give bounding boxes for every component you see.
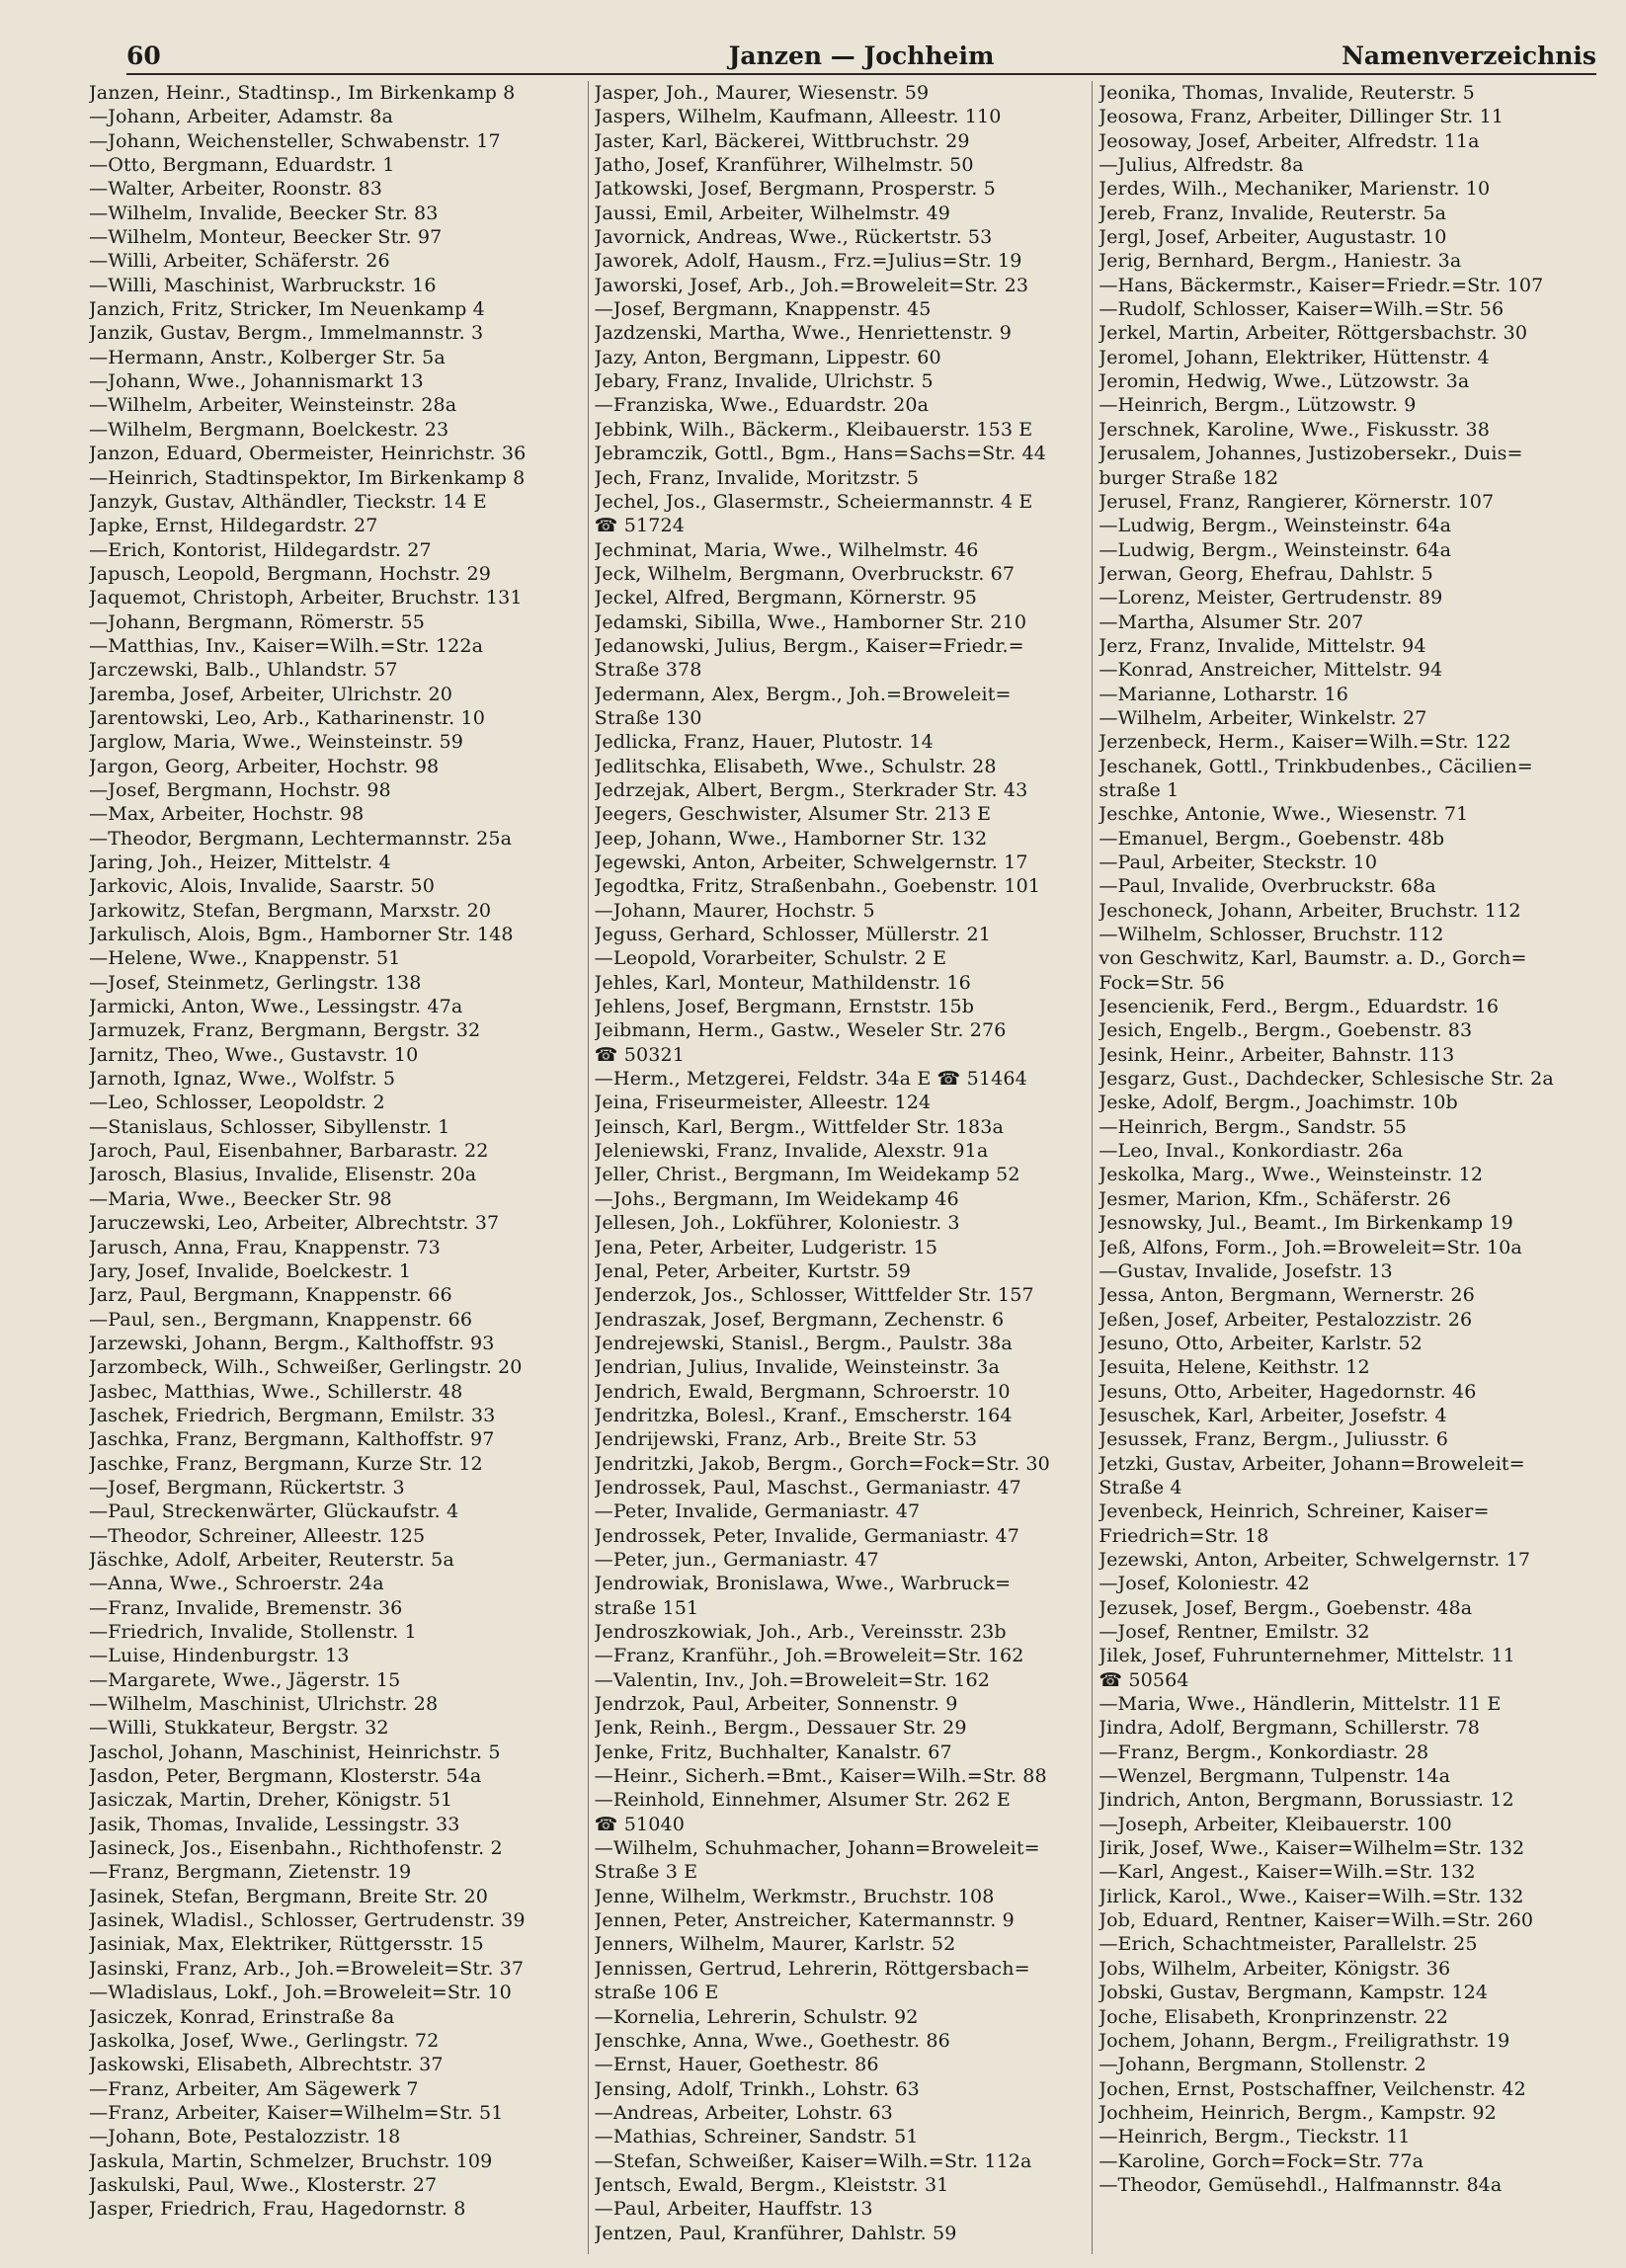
directory-entry: Jaster, Karl, Bäckerei, Wittbruchstr. 29 xyxy=(594,128,970,152)
directory-entry: Jirlick, Karol., Wwe., Kaiser=Wilh.=Str. 132 xyxy=(1098,1884,1524,1907)
directory-entry: Jasineck, Jos., Eisenbahn., Richthofenstr. 2 xyxy=(89,1836,503,1860)
directory-entry: Jatho, Josef, Kranführer, Wilhelmstr. 50 xyxy=(594,153,974,177)
directory-entry: Jaquemot, Christoph, Arbeiter, Bruchstr. 131 xyxy=(89,586,523,609)
directory-entry: Jendraszak, Josef, Bergmann, Zechenstr. 6 xyxy=(594,1307,1005,1331)
directory-entry: —Valentin, Inv., Joh.=Broweleit=Str. 162 xyxy=(594,1667,991,1691)
directory-entry: —Gustav, Invalide, Josefstr. 13 xyxy=(1098,1258,1393,1282)
directory-entry: Jedamski, Sibilla, Wwe., Hamborner Str. 210 xyxy=(594,609,1027,633)
directory-entry: Jerkel, Martin, Arbeiter, Röttgersbachstr. 30 xyxy=(1098,321,1528,345)
directory-entry: Jarmicki, Anton, Wwe., Lessingstr. 47a xyxy=(89,995,463,1018)
directory-entry: Jasiczak, Martin, Dreher, Königstr. 51 xyxy=(89,1788,453,1812)
directory-entry: Jeguss, Gerhard, Schlosser, Müllerstr. 21 xyxy=(594,923,991,946)
directory-entry: —Johann, Wwe., Johannismarkt 13 xyxy=(89,369,424,393)
directory-entry: Jenal, Peter, Arbeiter, Kurtstr. 59 xyxy=(594,1258,912,1282)
directory-entry: Jebbink, Wilh., Bäckerm., Kleibauerstr. 153 E xyxy=(594,417,1033,441)
directory-entry: —Leopold, Vorarbeiter, Schulstr. 2 E xyxy=(594,946,947,970)
directory-entry: —Willi, Arbeiter, Schäferstr. 26 xyxy=(89,249,390,273)
directory-entry: Jerschnek, Karoline, Wwe., Fiskusstr. 38 xyxy=(1098,417,1490,441)
directory-entry: Jasper, Friedrich, Frau, Hagedornstr. 8 xyxy=(89,2197,466,2221)
directory-entry: Jazdzenski, Martha, Wwe., Henriettenstr. 9 xyxy=(594,321,1012,345)
directory-entry: Jendrich, Ewald, Bergmann, Schroerstr. 10 xyxy=(594,1379,1011,1403)
directory-entry: —Karl, Angest., Kaiser=Wilh.=Str. 132 xyxy=(1098,1860,1476,1884)
directory-entry: —Marianne, Lotharstr. 16 xyxy=(1098,682,1348,705)
column-3 xyxy=(1092,81,1596,2254)
directory-entry: Jochem, Johann, Bergm., Freiligrathstr. 19 xyxy=(1098,2028,1510,2052)
directory-entry: —Anna, Wwe., Schroerstr. 24a xyxy=(89,1572,384,1595)
directory-entry: Jaschol, Johann, Maschinist, Heinrichstr. 5 xyxy=(89,1740,501,1763)
directory-entry: Jesnowsky, Jul., Beamt., Im Birkenkamp 19 xyxy=(1098,1211,1513,1235)
directory-entry: —Johann, Bergmann, Stollenstr. 2 xyxy=(1098,2053,1426,2076)
directory-entry: Jäschke, Adolf, Arbeiter, Reuterstr. 5a xyxy=(89,1547,454,1571)
directory-entry: Jeina, Friseurmeister, Alleestr. 124 xyxy=(594,1091,932,1114)
directory-entry: Jesencienik, Ferd., Bergm., Eduardstr. 16 xyxy=(1098,995,1500,1018)
directory-entry: —Lorenz, Meister, Gertrudenstr. 89 xyxy=(1098,586,1443,609)
directory-entry: Jarmuzek, Franz, Bergmann, Bergstr. 32 xyxy=(89,1018,481,1042)
directory-entry: Jaussi, Emil, Arbeiter, Wilhelmstr. 49 xyxy=(594,201,950,224)
directory-entry: Jeschoneck, Johann, Arbeiter, Bruchstr. 112 xyxy=(1098,898,1521,922)
directory-entry: Jennissen, Gertrud, Lehrerin, Röttgersbach= xyxy=(594,1956,1030,1980)
directory-entry: Jeinsch, Karl, Bergm., Wittfelder Str. 183a xyxy=(594,1114,1004,1138)
directory-entry: Jeller, Christ., Bergmann, Im Weidekamp 52 xyxy=(594,1163,1020,1186)
directory-entry: —Ernst, Hauer, Goethestr. 86 xyxy=(594,2053,879,2076)
directory-entry: Jeskolka, Marg., Wwe., Weinsteinstr. 12 xyxy=(1098,1163,1484,1186)
directory-entry: Jasinek, Wladisl., Schlosser, Gertrudenstr. 39 xyxy=(89,1908,526,1932)
directory-entry: Jary, Josef, Invalide, Boelckestr. 1 xyxy=(89,1258,412,1282)
directory-entry: —Rudolf, Schlosser, Kaiser=Wilh.=Str. 56 xyxy=(1098,297,1504,321)
directory-entry: —Johann, Bergmann, Römerstr. 55 xyxy=(89,609,425,633)
directory-entry: Straße 3 E xyxy=(594,1860,698,1884)
directory-entry: Japusch, Leopold, Bergmann, Hochstr. 29 xyxy=(89,561,492,585)
directory-entry: —Helene, Wwe., Knappenstr. 51 xyxy=(89,946,401,970)
directory-entry: —Franz, Arbeiter, Am Sägewerk 7 xyxy=(89,2076,419,2100)
directory-entry: von Geschwitz, Karl, Baumstr. a. D., Gorch= xyxy=(1098,946,1527,970)
page-header xyxy=(126,38,1596,75)
directory-entry: Jedlicka, Franz, Hauer, Plutostr. 14 xyxy=(594,730,934,754)
directory-entry: Jendrijewski, Franz, Arb., Breite Str. 53 xyxy=(594,1427,978,1451)
directory-entry: Jebramczik, Gottl., Bgm., Hans=Sachs=Str. 44 xyxy=(594,442,1046,465)
directory-entry: Japke, Ernst, Hildegardstr. 27 xyxy=(89,514,378,537)
directory-entry: —Wilhelm, Bergmann, Boelckestr. 23 xyxy=(89,417,449,441)
directory-entry: —Wilhelm, Arbeiter, Winkelstr. 27 xyxy=(1098,705,1427,729)
directory-entry: —Wilhelm, Schuhmacher, Johann=Broweleit= xyxy=(594,1836,1040,1860)
directory-entry: Janzon, Eduard, Obermeister, Heinrichstr. 36 xyxy=(89,442,527,465)
directory-entry: Jendrian, Julius, Invalide, Weinsteinstr. 3a xyxy=(594,1355,1000,1379)
directory-entry: Janzik, Gustav, Bergm., Immelmannstr. 3 xyxy=(89,321,484,345)
directory-entry: Jevenbeck, Heinrich, Schreiner, Kaiser= xyxy=(1098,1499,1490,1523)
directory-entry: —Franz, Kranführ., Joh.=Broweleit=Str. 162 xyxy=(594,1644,1024,1667)
directory-entry: —Paul, Streckenwärter, Glückaufstr. 4 xyxy=(89,1499,459,1523)
directory-entry: —Friedrich, Invalide, Stollenstr. 1 xyxy=(89,1620,417,1643)
directory-entry: Jerusalem, Johannes, Justizobersekr., Duis= xyxy=(1098,442,1523,465)
directory-entry: Jentzen, Paul, Kranführer, Dahlstr. 59 xyxy=(594,2221,957,2244)
directory-entry: Jarzewski, Johann, Bergm., Kalthoffstr. 93 xyxy=(89,1331,495,1354)
directory-entry: —Stefan, Schweißer, Kaiser=Wilh.=Str. 112a xyxy=(594,2148,1032,2172)
directory-entry: Jaroch, Paul, Eisenbahner, Barbarastr. 22 xyxy=(89,1139,489,1163)
directory-entry: —Ludwig, Bergm., Weinsteinstr. 64a xyxy=(1098,537,1452,561)
directory-entry: —Emanuel, Bergm., Goebenstr. 48b xyxy=(1098,826,1445,850)
directory-entry: Jaring, Joh., Heizer, Mittelstr. 4 xyxy=(89,850,391,873)
directory-entry: Jochheim, Heinrich, Bergm., Kampstr. 92 xyxy=(1098,2100,1497,2124)
directory-entry: Jenne, Wilhelm, Werkmstr., Bruchstr. 108 xyxy=(594,1884,995,1907)
directory-entry: Jendrowiak, Bronislawa, Wwe., Warbruck= xyxy=(594,1572,1012,1595)
directory-entry: Jerdes, Wilh., Mechaniker, Marienstr. 10 xyxy=(1098,177,1491,201)
directory-entry: Javornick, Andreas, Wwe., Rückertstr. 53 xyxy=(594,225,993,249)
directory-entry: Jena, Peter, Arbeiter, Ludgeristr. 15 xyxy=(594,1235,938,1258)
directory-entry: —Paul, Invalide, Overbruckstr. 68a xyxy=(1098,874,1436,898)
directory-entry: Jaruczewski, Leo, Arbeiter, Albrechtstr. 37 xyxy=(89,1211,500,1235)
directory-entry: Jasper, Joh., Maurer, Wiesenstr. 59 xyxy=(594,81,930,104)
directory-entry: Jechminat, Maria, Wwe., Wilhelmstr. 46 xyxy=(594,537,979,561)
directory-entry: Jensing, Adolf, Trinkh., Lohstr. 63 xyxy=(594,2076,920,2100)
directory-entry: —Max, Arbeiter, Hochstr. 98 xyxy=(89,802,365,826)
directory-entry: —Paul, sen., Bergmann, Knappenstr. 66 xyxy=(89,1307,473,1331)
directory-entry: Jendrzok, Paul, Arbeiter, Sonnenstr. 9 xyxy=(594,1692,958,1716)
directory-entry: Jerz, Franz, Invalide, Mittelstr. 94 xyxy=(1098,633,1426,657)
directory-entry: —Theodor, Gemüsehdl., Halfmannstr. 84a xyxy=(1098,2172,1503,2196)
directory-entry: —Theodor, Bergmann, Lechtermannstr. 25a xyxy=(89,826,513,850)
directory-entry: —Erich, Schachtmeister, Parallelstr. 25 xyxy=(1098,1932,1478,1956)
directory-entry: Jaspers, Wilhelm, Kaufmann, Alleestr. 110 xyxy=(594,105,1002,128)
directory-entry: —Andreas, Arbeiter, Lohstr. 63 xyxy=(594,2100,893,2124)
directory-entry: Jeep, Johann, Wwe., Hamborner Str. 132 xyxy=(594,826,988,850)
directory-entry: Janzen, Heinr., Stadtinsp., Im Birkenkamp 8 xyxy=(89,81,516,104)
directory-entry: Jasdon, Peter, Bergmann, Klosterstr. 54a xyxy=(89,1764,482,1788)
directory-entry: Jarnoth, Ignaz, Wwe., Wolfstr. 5 xyxy=(89,1067,396,1091)
directory-entry: —Maria, Wwe., Händlerin, Mittelstr. 11 E xyxy=(1098,1692,1502,1716)
directory-entry: Jetzki, Gustav, Arbeiter, Johann=Broweleit= xyxy=(1098,1451,1525,1475)
directory-entry: Joche, Elisabeth, Kronprinzenstr. 22 xyxy=(1098,2004,1448,2028)
directory-entry: —Kornelia, Lehrerin, Schulstr. 92 xyxy=(594,2004,919,2028)
directory-entry: Jaskolka, Josef, Wwe., Gerlingstr. 72 xyxy=(89,2028,440,2052)
directory-entry: Jirik, Josef, Wwe., Kaiser=Wilhelm=Str. 132 xyxy=(1098,1836,1525,1860)
directory-entry: Jasiczek, Konrad, Erinstraße 8a xyxy=(89,2004,395,2028)
directory-entry: Jeck, Wilhelm, Bergmann, Overbruckstr. 67 xyxy=(594,561,1016,585)
directory-entry: straße 106 E xyxy=(594,1981,719,2004)
directory-entry: Jendritzki, Jakob, Bergm., Gorch=Fock=Str. 30 xyxy=(594,1451,1050,1475)
directory-entry: Jendroszkowiak, Joh., Arb., Vereinsstr. 23b xyxy=(594,1620,1007,1643)
column-2 xyxy=(588,81,1093,2254)
directory-entry: —Herm., Metzgerei, Feldstr. 34a E ☎ 51464 xyxy=(594,1067,1027,1091)
directory-entry: —Peter, jun., Germaniastr. 47 xyxy=(594,1547,879,1571)
directory-entry: Jeosoway, Josef, Arbeiter, Alfredstr. 11a xyxy=(1098,128,1480,152)
directory-entry: ☎ 50321 xyxy=(594,1042,685,1066)
directory-entry: Jeschanek, Gottl., Trinkbudenbes., Cäcilien= xyxy=(1098,754,1533,777)
directory-entry: Jesgarz, Gust., Dachdecker, Schlesische Str. 2a xyxy=(1098,1067,1554,1091)
directory-entry: —Erich, Kontorist, Hildegardstr. 27 xyxy=(89,537,432,561)
directory-entry: Jasbec, Matthias, Wwe., Schillerstr. 48 xyxy=(89,1379,463,1403)
directory-entry: —Maria, Wwe., Beecker Str. 98 xyxy=(89,1186,392,1210)
directory-entry: Jasik, Thomas, Invalide, Lessingstr. 33 xyxy=(89,1812,460,1835)
directory-entry: —Franz, Invalide, Bremenstr. 36 xyxy=(89,1595,403,1619)
directory-entry: Jaremba, Josef, Arbeiter, Ulrichstr. 20 xyxy=(89,682,453,705)
directory-entry: —Luise, Hindenburgstr. 13 xyxy=(89,1644,350,1667)
directory-entry: Jarz, Paul, Bergmann, Knappenstr. 66 xyxy=(89,1283,452,1307)
directory-entry: Jaskowski, Elisabeth, Albrechtstr. 37 xyxy=(89,2053,444,2076)
directory-entry: Jessa, Anton, Bergmann, Wernerstr. 26 xyxy=(1098,1283,1475,1307)
directory-entry: Jedermann, Alex, Bergm., Joh.=Broweleit= xyxy=(594,682,1012,705)
directory-entry: —Joseph, Arbeiter, Kleibauerstr. 100 xyxy=(1098,1812,1452,1835)
directory-entry: Jeromel, Johann, Elektriker, Hüttenstr. 4 xyxy=(1098,345,1490,368)
directory-entry: Jarzombeck, Wilh., Schweißer, Gerlingstr. 20 xyxy=(89,1355,523,1379)
directory-entry: Jaskulski, Paul, Wwe., Klosterstr. 27 xyxy=(89,2172,438,2196)
directory-entry: —Johann, Maurer, Hochstr. 5 xyxy=(594,898,875,922)
directory-entry: —Wilhelm, Maschinist, Ulrichstr. 28 xyxy=(89,1692,439,1716)
directory-entry: Jech, Franz, Invalide, Moritzstr. 5 xyxy=(594,465,920,489)
directory-entry: Jarkovic, Alois, Invalide, Saarstr. 50 xyxy=(89,874,435,898)
directory-entry: —Konrad, Anstreicher, Mittelstr. 94 xyxy=(1098,658,1443,682)
directory-entry: Jilek, Josef, Fuhrunternehmer, Mittelstr. 11 xyxy=(1098,1644,1515,1667)
directory-entry: —Johann, Bote, Pestalozzistr. 18 xyxy=(89,2125,401,2148)
directory-entry: —Heinr., Sicherh.=Bmt., Kaiser=Wilh.=Str. 88 xyxy=(594,1764,1047,1788)
directory-entry: Jeibmann, Herm., Gastw., Weseler Str. 276 xyxy=(594,1018,1007,1042)
directory-entry: Straße 4 xyxy=(1098,1475,1182,1498)
directory-entry: Janzich, Fritz, Stricker, Im Neuenkamp 4 xyxy=(89,297,485,321)
directory-entry: Jarentowski, Leo, Arb., Katharinenstr. 10 xyxy=(89,705,486,729)
directory-entry: Jazy, Anton, Bergmann, Lippestr. 60 xyxy=(594,345,941,368)
directory-entry: Janzyk, Gustav, Althändler, Tieckstr. 14 E xyxy=(89,489,487,513)
page-title: Janzen — Jochheim xyxy=(728,41,995,70)
directory-entry: Jindrich, Anton, Bergmann, Borussiastr. 12 xyxy=(1098,1788,1514,1812)
directory-entry: Jendritzka, Bolesl., Kranf., Emscherstr. 164 xyxy=(594,1403,1013,1426)
directory-entry: —Matthias, Inv., Kaiser=Wilh.=Str. 122a xyxy=(89,633,484,657)
directory-entry: —Stanislaus, Schlosser, Sibyllenstr. 1 xyxy=(89,1114,450,1138)
directory-entry: —Johs., Bergmann, Im Weidekamp 46 xyxy=(594,1186,959,1210)
directory-entry: Jarusch, Anna, Frau, Knappenstr. 73 xyxy=(89,1235,441,1258)
directory-entry: Jeleniewski, Franz, Invalide, Alexstr. 91a xyxy=(594,1139,989,1163)
directory-entry: Jentsch, Ewald, Bergm., Kleiststr. 31 xyxy=(594,2172,949,2196)
directory-entry: Jesuita, Helene, Keithstr. 12 xyxy=(1098,1355,1370,1379)
directory-entry: —Martha, Alsumer Str. 207 xyxy=(1098,609,1364,633)
directory-entry: straße 1 xyxy=(1098,777,1179,801)
directory-entry: Jasiniak, Max, Elektriker, Rüttgersstr. 15 xyxy=(89,1932,484,1956)
directory-entry: —Julius, Alfredstr. 8a xyxy=(1098,153,1304,177)
directory-entry: Jendrejewski, Stanisl., Bergm., Paulstr. 38a xyxy=(594,1331,1013,1354)
directory-entry: Jechel, Jos., Glasermstr., Scheiermannstr. 4 E xyxy=(594,489,1033,513)
directory-entry: Jarglow, Maria, Wwe., Weinsteinstr. 59 xyxy=(89,730,464,754)
directory-entry: —Walter, Arbeiter, Roonstr. 83 xyxy=(89,177,382,201)
directory-entry: —Heinrich, Bergm., Tieckstr. 11 xyxy=(1098,2125,1411,2148)
directory-entry: Jeschke, Antonie, Wwe., Wiesenstr. 71 xyxy=(1098,802,1469,826)
directory-entry: Jerig, Bernhard, Bergm., Haniestr. 3a xyxy=(1098,249,1462,273)
directory-entry: straße 151 xyxy=(594,1595,699,1619)
column-1 xyxy=(83,81,588,2254)
directory-entry: Jendrossek, Peter, Invalide, Germaniastr. 47 xyxy=(594,1523,1019,1547)
directory-entry: Jergl, Josef, Arbeiter, Augustastr. 10 xyxy=(1098,225,1447,249)
directory-entry: ☎ 50564 xyxy=(1098,1667,1189,1691)
directory-entry: Jerwan, Georg, Ehefrau, Dahlstr. 5 xyxy=(1098,561,1433,585)
section-title: Namenverzeichnis xyxy=(1341,41,1596,70)
page-number: 60 xyxy=(126,41,161,70)
directory-entry: Jarnitz, Theo, Wwe., Gustavstr. 10 xyxy=(89,1042,419,1066)
directory-entry: —Willi, Maschinist, Warbruckstr. 16 xyxy=(89,273,437,296)
directory-entry: Jesuschek, Karl, Arbeiter, Josefstr. 4 xyxy=(1098,1403,1447,1426)
directory-entry: Jeromin, Hedwig, Wwe., Lützowstr. 3a xyxy=(1098,369,1470,393)
directory-entry: —Josef, Bergmann, Hochstr. 98 xyxy=(89,777,391,801)
directory-entry: ☎ 51040 xyxy=(594,1812,685,1835)
directory-entry: —Mathias, Schreiner, Sandstr. 51 xyxy=(594,2125,919,2148)
directory-entry: Jargon, Georg, Arbeiter, Hochstr. 98 xyxy=(89,754,440,777)
directory-entry: —Franziska, Wwe., Eduardstr. 20a xyxy=(594,393,930,417)
directory-entry: Jegewski, Anton, Arbeiter, Schwelgernstr. 17 xyxy=(594,850,1028,873)
directory-entry: Jereb, Franz, Invalide, Reuterstr. 5a xyxy=(1098,201,1447,224)
directory-entry: Jehlens, Josef, Bergmann, Ernststr. 15b xyxy=(594,995,975,1018)
directory-entry: —Hans, Bäckermstr., Kaiser=Friedr.=Str. 107 xyxy=(1098,273,1544,296)
directory-entry: Jeckel, Alfred, Bergmann, Körnerstr. 95 xyxy=(594,586,978,609)
directory-entry: Jerusel, Franz, Rangierer, Körnerstr. 107 xyxy=(1098,489,1495,513)
directory-entry: —Margarete, Wwe., Jägerstr. 15 xyxy=(89,1667,401,1691)
directory-entry: Job, Eduard, Rentner, Kaiser=Wilh.=Str. 260 xyxy=(1098,1908,1534,1932)
directory-entry: Jehles, Karl, Monteur, Mathildenstr. 16 xyxy=(594,970,971,994)
directory-entry: Jenschke, Anna, Wwe., Goethestr. 86 xyxy=(594,2028,950,2052)
directory-entry: Jarkulisch, Alois, Bgm., Hamborner Str. 148 xyxy=(89,923,514,946)
directory-entry: Jatkowski, Josef, Bergmann, Prosperstr. 5 xyxy=(594,177,996,201)
directory-entry: Jedrzejak, Albert, Bergm., Sterkrader Str. 43 xyxy=(594,777,1028,801)
directory-entry: Jarosch, Blasius, Invalide, Elisenstr. 20a xyxy=(89,1163,477,1186)
directory-entry: —Wilhelm, Schlosser, Bruchstr. 112 xyxy=(1098,923,1444,946)
directory-entry: —Josef, Rentner, Emilstr. 32 xyxy=(1098,1620,1370,1643)
directory-entry: —Josef, Bergmann, Knappenstr. 45 xyxy=(594,297,932,321)
directory-entry: Jenk, Reinh., Bergm., Dessauer Str. 29 xyxy=(594,1716,967,1740)
directory-entry: —Wilhelm, Monteur, Beecker Str. 97 xyxy=(89,225,443,249)
directory-entry: Jasinek, Stefan, Bergmann, Breite Str. 20 xyxy=(89,1884,489,1907)
directory-entry: Jedanowski, Julius, Bergm., Kaiser=Friedr.= xyxy=(594,633,1024,657)
directory-entry: Jeonika, Thomas, Invalide, Reuterstr. 5 xyxy=(1098,81,1475,104)
directory-entry: Jaschka, Franz, Bergmann, Kalthoffstr. 97 xyxy=(89,1427,495,1451)
directory-entry: Jarczewski, Balb., Uhlandstr. 57 xyxy=(89,658,398,682)
directory-entry: Jobs, Wilhelm, Arbeiter, Königstr. 36 xyxy=(1098,1956,1451,1980)
directory-entry: —Franz, Bergm., Konkordiastr. 28 xyxy=(1098,1740,1429,1763)
directory-entry: Jellesen, Joh., Lokführer, Koloniestr. 3 xyxy=(594,1211,960,1235)
directory-entry: Jeosowa, Franz, Arbeiter, Dillinger Str. 11 xyxy=(1098,105,1504,128)
directory-entry: Jesussek, Franz, Bergm., Juliusstr. 6 xyxy=(1098,1427,1448,1451)
directory-entry: Jeegers, Geschwister, Alsumer Str. 213 E xyxy=(594,802,992,826)
directory-entry: Straße 130 xyxy=(594,705,702,729)
directory-entry: Jezewski, Anton, Arbeiter, Schwelgernstr. 17 xyxy=(1098,1547,1531,1571)
directory-entry: Jaschek, Friedrich, Bergmann, Emilstr. 33 xyxy=(89,1403,496,1426)
directory-entry: ☎ 51724 xyxy=(594,514,685,537)
directory-entry: —Franz, Bergmann, Zietenstr. 19 xyxy=(89,1860,412,1884)
directory-entry: —Reinhold, Einnehmer, Alsumer Str. 262 E xyxy=(594,1788,1011,1812)
directory-entry: Jesmer, Marion, Kfm., Schäferstr. 26 xyxy=(1098,1186,1451,1210)
directory-entry: —Leo, Inval., Konkordiastr. 26a xyxy=(1098,1139,1404,1163)
directory-entry: —Wilhelm, Arbeiter, Weinsteinstr. 28a xyxy=(89,393,457,417)
directory-entry: Jobski, Gustav, Bergmann, Kampstr. 124 xyxy=(1098,1981,1489,2004)
directory-entry: —Johann, Arbeiter, Adamstr. 8a xyxy=(89,105,394,128)
directory-entry: Jenners, Wilhelm, Maurer, Karlstr. 52 xyxy=(594,1932,956,1956)
directory-entry: —Josef, Koloniestr. 42 xyxy=(1098,1572,1310,1595)
directory-entry: Jaskula, Martin, Schmelzer, Bruchstr. 109 xyxy=(89,2148,493,2172)
directory-entry: —Heinrich, Bergm., Sandstr. 55 xyxy=(1098,1114,1408,1138)
directory-entry: Jedlitschka, Elisabeth, Wwe., Schulstr. 28 xyxy=(594,754,997,777)
directory-entry: —Josef, Bergmann, Rückertstr. 3 xyxy=(89,1475,405,1498)
directory-entry: Jennen, Peter, Anstreicher, Katermannstr. 9 xyxy=(594,1908,1015,1932)
directory-entry: —Heinrich, Bergm., Lützowstr. 9 xyxy=(1098,393,1417,417)
directory-entry: —Willi, Stukkateur, Bergstr. 32 xyxy=(89,1716,389,1740)
directory-entry: —Wilhelm, Invalide, Beecker Str. 83 xyxy=(89,201,439,224)
directory-entry: Jesink, Heinr., Arbeiter, Bahnstr. 113 xyxy=(1098,1042,1455,1066)
directory-entry: —Paul, Arbeiter, Hauffstr. 13 xyxy=(594,2197,873,2221)
directory-entry: —Leo, Schlosser, Leopoldstr. 2 xyxy=(89,1091,385,1114)
directory-entry: Jarkowitz, Stefan, Bergmann, Marxstr. 20 xyxy=(89,898,492,922)
directory-entry: —Theodor, Schreiner, Alleestr. 125 xyxy=(89,1523,426,1547)
directory-entry: Jenderzok, Jos., Schlosser, Wittfelder Str. 157 xyxy=(594,1283,1034,1307)
directory-entry: Jasinski, Franz, Arb., Joh.=Broweleit=Str. 37 xyxy=(89,1956,525,1980)
directory-entry: —Hermann, Anstr., Kolberger Str. 5a xyxy=(89,345,446,368)
directory-entry: —Peter, Invalide, Germaniastr. 47 xyxy=(594,1499,921,1523)
directory-entry: Jaworek, Adolf, Hausm., Frz.=Julius=Str. 19 xyxy=(594,249,1022,273)
directory-entry: Jaschke, Franz, Bergmann, Kurze Str. 12 xyxy=(89,1451,483,1475)
directory-columns xyxy=(83,81,1596,2254)
directory-entry: Jochen, Ernst, Postschaffner, Veilchenstr. 42 xyxy=(1098,2076,1526,2100)
directory-entry: —Wladislaus, Lokf., Joh.=Broweleit=Str. 10 xyxy=(89,1981,512,2004)
directory-entry: —Heinrich, Stadtinspektor, Im Birkenkamp 8 xyxy=(89,465,526,489)
directory-entry: Jaworski, Josef, Arb., Joh.=Broweleit=Str. 23 xyxy=(594,273,1029,296)
directory-entry: —Johann, Weichensteller, Schwabenstr. 17 xyxy=(89,128,501,152)
directory-entry: —Paul, Arbeiter, Steckstr. 10 xyxy=(1098,850,1378,873)
directory-entry: Jebary, Franz, Invalide, Ulrichstr. 5 xyxy=(594,369,934,393)
directory-entry: Jeske, Adolf, Bergm., Joachimstr. 10b xyxy=(1098,1091,1458,1114)
directory-entry: Jenke, Fritz, Buchhalter, Kanalstr. 67 xyxy=(594,1740,952,1763)
directory-entry: Friedrich=Str. 18 xyxy=(1098,1523,1269,1547)
directory-entry: Jesich, Engelb., Bergm., Goebenstr. 83 xyxy=(1098,1018,1473,1042)
directory-entry: —Otto, Bergmann, Eduardstr. 1 xyxy=(89,153,395,177)
directory-entry: Jesuno, Otto, Arbeiter, Karlstr. 52 xyxy=(1098,1331,1423,1354)
directory-entry: Jeßen, Josef, Arbeiter, Pestalozzistr. 26 xyxy=(1098,1307,1473,1331)
directory-entry: —Franz, Arbeiter, Kaiser=Wilhelm=Str. 51 xyxy=(89,2100,504,2124)
directory-entry: Jeß, Alfons, Form., Joh.=Broweleit=Str. 10a xyxy=(1098,1235,1522,1258)
directory-entry: —Ludwig, Bergm., Weinsteinstr. 64a xyxy=(1098,514,1452,537)
directory-entry: Jegodtka, Fritz, Straßenbahn., Goebenstr. 101 xyxy=(594,874,1041,898)
directory-entry: —Wenzel, Bergmann, Tulpenstr. 14a xyxy=(1098,1764,1451,1788)
directory-entry: —Karoline, Gorch=Fock=Str. 77a xyxy=(1098,2148,1424,2172)
directory-entry: Fock=Str. 56 xyxy=(1098,970,1225,994)
directory-entry: burger Straße 182 xyxy=(1098,465,1279,489)
directory-entry: —Josef, Steinmetz, Gerlingstr. 138 xyxy=(89,970,422,994)
directory-entry: Jezusek, Josef, Bergm., Goebenstr. 48a xyxy=(1098,1595,1473,1619)
directory-entry: Jindra, Adolf, Bergmann, Schillerstr. 78 xyxy=(1098,1716,1481,1740)
directory-entry: Jendrossek, Paul, Maschst., Germaniastr. 47 xyxy=(594,1475,1021,1498)
directory-entry: Jerzenbeck, Herm., Kaiser=Wilh.=Str. 122 xyxy=(1098,730,1511,754)
directory-entry: Straße 378 xyxy=(594,658,702,682)
directory-entry: Jesuns, Otto, Arbeiter, Hagedornstr. 46 xyxy=(1098,1379,1477,1403)
